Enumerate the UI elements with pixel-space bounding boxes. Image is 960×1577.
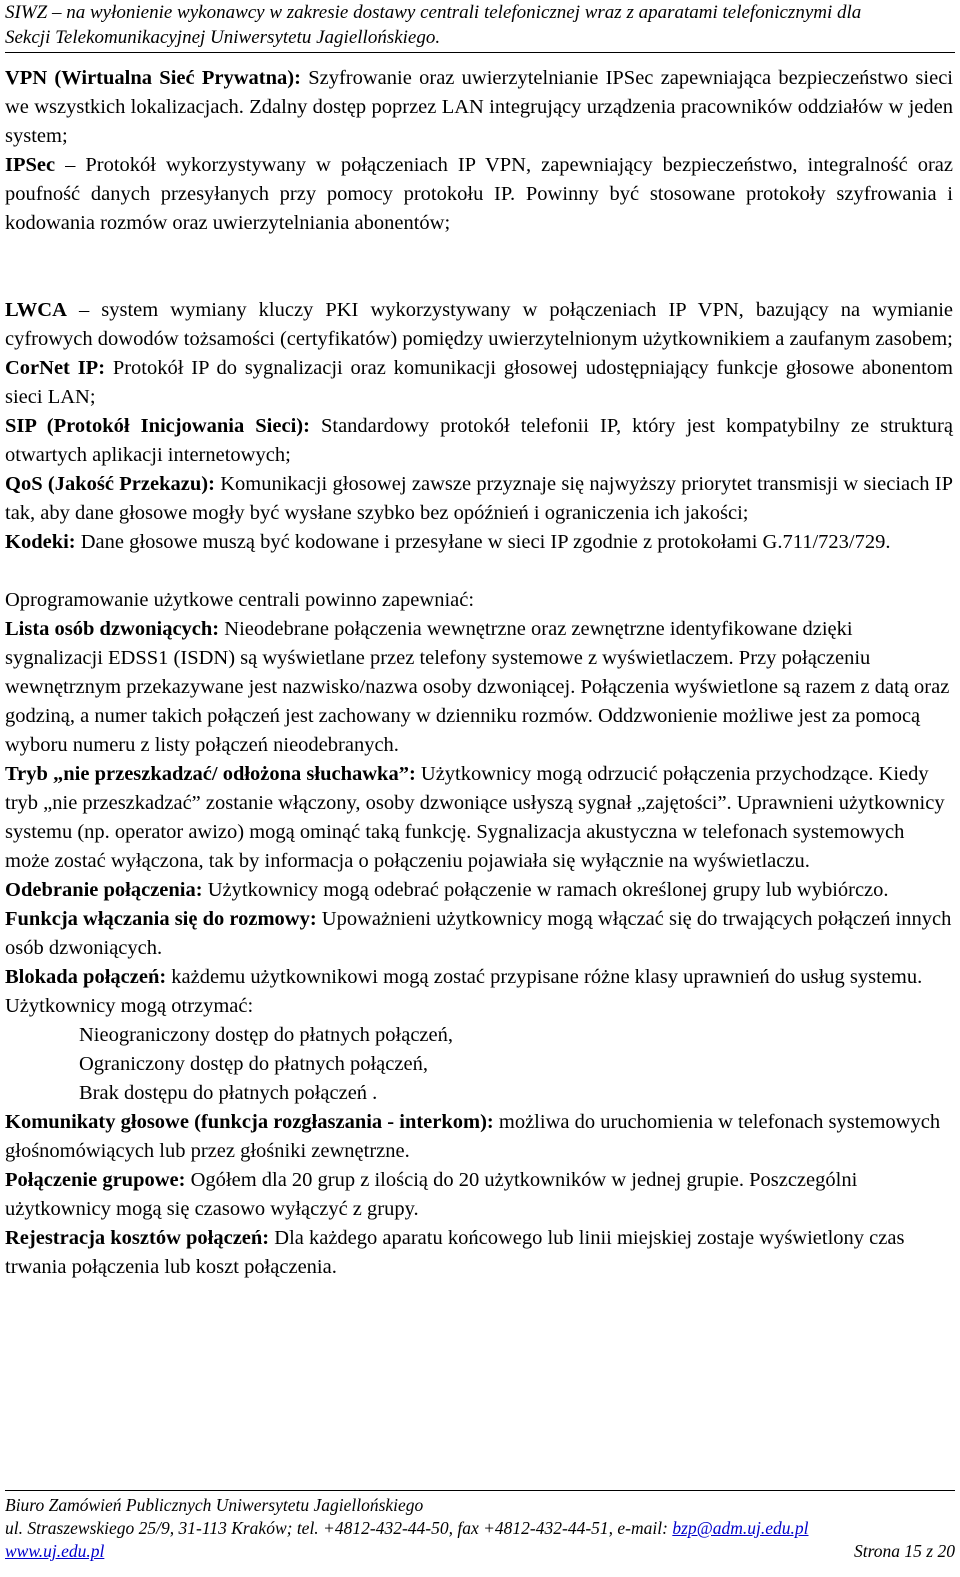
software-intro: Oprogramowanie użytkowe centrali powinno zapewniać:	[5, 589, 475, 611]
text-call-barring: każdemu użytkownikowi mogą zostać przypisane różne klasy uprawnień do usług systemu. Użytkownicy mogą otrzymać:	[5, 966, 923, 1017]
footer-address: ul. Straszewskiego 25/9, 31-113 Kraków; tel. +4812-432-44-50, fax +4812-432-44-51, e-mail:	[5, 1518, 673, 1538]
term-group-call: Połączenie grupowe:	[5, 1169, 186, 1191]
term-cost-recording: Rejestracja kosztów połączeń:	[5, 1227, 270, 1249]
header-line-1: SIWZ – na wyłonienie wykonawcy w zakresie dostawy centrali telefonicznej wraz z aparatami telefonicznymi dla	[5, 2, 862, 23]
definition-vpn	[5, 64, 953, 151]
term-cornet: CorNet IP:	[5, 357, 106, 379]
text-ipsec: – Protokół wykorzystywany w połączeniach IP VPN, zapewniający bezpieczeństwo, integralność oraz poufność danych przesyłanych przy pomocy protokołu IP. Powinny być stosowane protokoły szyfrowania i kodowania rozmów oraz uwierzytelniania abonentów;	[5, 154, 953, 234]
term-vpn: VPN (Wirtualna Sieć Prywatna):	[5, 67, 301, 89]
definition-sip	[5, 412, 953, 470]
text-sip: Standardowy protokół telefonii IP, który jest kompatybilny ze strukturą otwartych aplikacji internetowych;	[5, 415, 953, 466]
email-link[interactable]: bzp@adm.uj.edu.pl	[672, 1518, 809, 1538]
definition-ipsec	[5, 151, 953, 238]
term-ipsec: IPSec	[5, 154, 56, 176]
feature-call-pickup	[5, 876, 953, 905]
term-do-not-disturb: Tryb „nie przeszkadzać/ odłożona słuchawka”:	[5, 763, 416, 785]
feature-do-not-disturb	[5, 760, 953, 876]
term-call-pickup: Odebranie połączenia:	[5, 879, 203, 901]
text-intercom: możliwa do uruchomienia w telefonach systemowych głośnomówiących lub przez głośniki zewnętrzne.	[5, 1111, 941, 1162]
feature-intercom	[5, 1108, 953, 1166]
text-kodeki: Dane głosowe muszą być kodowane i przesyłane w sieci IP zgodnie z protokołami G.711/723/729.	[75, 531, 891, 553]
definition-qos	[5, 470, 953, 528]
list-item: Ograniczony dostęp do płatnych połączeń,	[79, 1053, 428, 1075]
spacer	[5, 238, 953, 296]
definition-cornet	[5, 354, 953, 412]
text-lwca: – system wymiany kluczy PKI wykorzystywany w połączeniach IP VPN, bazujący na wymianie cyfrowych dowodów tożsamości (certyfikatów) pomiędzy uwierzytelnionym użytkownikiem a zaufanym zasobem;	[5, 299, 953, 350]
spacer	[5, 557, 953, 586]
feature-barge-in	[5, 905, 953, 963]
term-call-barring: Blokada połączeń:	[5, 966, 167, 988]
term-lwca: LWCA	[5, 299, 67, 321]
term-qos: QoS (Jakość Przekazu):	[5, 473, 215, 495]
list-item: Brak dostępu do płatnych połączeń .	[79, 1082, 378, 1104]
feature-call-barring	[5, 963, 953, 1021]
text-vpn: Szyfrowanie oraz uwierzytelnianie IPSec zapewniająca bezpieczeństwo sieci we wszystkich lokalizacjach. Zdalny dostęp poprzez LAN integrujący urządzenia pracowników oddziałów w jeden system;	[5, 67, 953, 147]
footer-bottom-row	[5, 1540, 955, 1563]
document-body	[5, 64, 953, 1282]
feature-group-call	[5, 1166, 953, 1224]
page-footer	[5, 1490, 955, 1563]
footer-office: Biuro Zamówień Publicznych Uniwersytetu Jagiellońskiego	[5, 1495, 424, 1515]
text-barge-in: Upoważnieni użytkownicy mogą włączać się do trwających połączeń innych osób dzwoniących.	[5, 908, 952, 959]
footer-address-line	[5, 1517, 955, 1540]
term-kodeki: Kodeki:	[5, 531, 76, 553]
page-number: Strona 15 z 20	[854, 1541, 955, 1561]
text-call-pickup: Użytkownicy mogą odebrać połączenie w ramach określonej grupy lub wybiórczo.	[202, 879, 889, 901]
website-link[interactable]: www.uj.edu.pl	[5, 1541, 105, 1561]
term-sip: SIP (Protokół Inicjowania Sieci):	[5, 415, 310, 437]
feature-caller-list	[5, 615, 953, 760]
feature-cost-recording	[5, 1224, 953, 1282]
text-caller-list: Nieodebrane połączenia wewnętrzne oraz zewnętrzne identyfikowane dzięki sygnalizacji EDSS1 (ISDN) są wyświetlane przez telefony systemowe z wyświetlaczem. Przy połączeniu wewnętrznym przekazywane jest nazwisko/nazwa osoby dzwoniącej. Połączenia wyświetlone są razem z datą oraz godziną, a numer takich połączeń jest zachowany w dzienniku rozmów. Oddzwonienie możliwe jest za pomocą wyboru numeru z listy połączeń nieodebranych.	[5, 618, 950, 756]
list-item: Nieograniczony dostęp do płatnych połączeń,	[79, 1024, 453, 1046]
term-intercom: Komunikaty głosowe (funkcja rozgłaszania - interkom):	[5, 1111, 494, 1133]
term-caller-list: Lista osób dzwoniących:	[5, 618, 220, 640]
definition-kodeki	[5, 528, 953, 557]
text-do-not-disturb: Użytkownicy mogą odrzucić połączenia przychodzące. Kiedy tryb „nie przeszkadzać” zostanie włączony, osoby dzwoniące usłyszą sygnał „zajętości”. Uprawnieni użytkownicy systemu (np. operator awizo) mogą ominąć taką funkcję. Sygnalizacja akustyczna w telefonach systemowych może zostać wyłączona, tak by informacja o połączeniu pojawiała się wyłącznie na wyświetlaczu.	[5, 763, 945, 872]
text-qos: Komunikacji głosowej zawsze przyznaje się najwyższy priorytet transmisji w sieciach IP tak, aby dane głosowe mogły być wysłane szybko bez opóźnień i ograniczenia ich jakości;	[5, 473, 953, 524]
text-cost-recording: Dla każdego aparatu końcowego lub linii miejskiej zostaje wyświetlony czas trwania połączenia lub koszt połączenia.	[5, 1227, 905, 1278]
text-group-call: Ogółem dla 20 grup z ilością do 20 użytkowników w jednej grupie. Poszczególni użytkownicy mogą się czasowo wyłączyć z grupy.	[5, 1169, 858, 1220]
text-cornet: Protokół IP do sygnalizacji oraz komunikacji głosowej udostępniający funkcje głosowe abonentom sieci LAN;	[5, 357, 953, 408]
term-barge-in: Funkcja włączania się do rozmowy:	[5, 908, 317, 930]
header-line-2: Sekcji Telekomunikacyjnej Uniwersytetu Jagiellońskiego.	[5, 27, 441, 48]
page-header	[5, 0, 955, 53]
definition-lwca	[5, 296, 953, 354]
